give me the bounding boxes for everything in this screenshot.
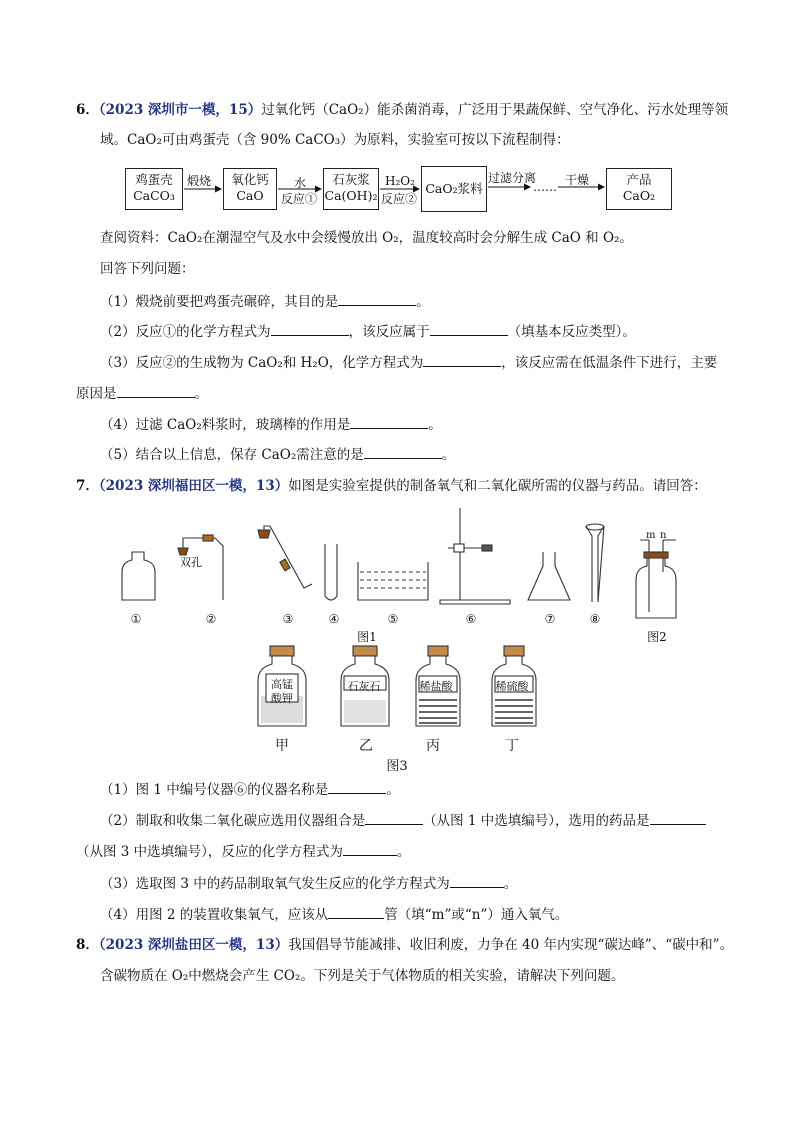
q7-part3-text: （3）选取图 3 中的药品制取氧气发生反应的化学方程式为 bbox=[100, 876, 450, 892]
arrow-filter-label: 过滤分离 bbox=[488, 171, 537, 185]
q6-part5-end: 。 bbox=[441, 447, 456, 463]
reagent-label-h2so4: 稀硫酸 bbox=[495, 680, 529, 693]
fig1-label-4: ④ bbox=[328, 612, 340, 626]
apparatus-1-bottle bbox=[122, 552, 155, 600]
q6-part3-text: （3）反应②的生成物为 CaO₂和 H₂O，化学方程式为 bbox=[100, 355, 424, 371]
q6-info: 查阅资料：CaO₂在潮湿空气及水中会缓慢放出 O₂，温度较高时会分解生成 CaO 和 O₂。 bbox=[100, 230, 633, 246]
q7-part2-blank2[interactable] bbox=[650, 811, 706, 825]
q6-part2 bbox=[100, 322, 636, 341]
q7-part1-end: 。 bbox=[386, 782, 400, 798]
q6-part1-blank[interactable] bbox=[338, 292, 416, 306]
q6-part3-blank1[interactable] bbox=[423, 353, 501, 367]
q7-line1 bbox=[76, 477, 707, 495]
fig2-m-label: m bbox=[646, 530, 656, 541]
q6-text-1: 过氧化钙（CaO₂）能杀菌消毒，广泛用于果蔬保鲜、空气净化、污水处理等领 bbox=[261, 102, 729, 118]
fig2-n-label: n bbox=[660, 530, 667, 541]
q6-part5-blank[interactable] bbox=[364, 445, 442, 459]
arrow-calcine-label: 煅烧 bbox=[187, 174, 212, 188]
fig1-label-1: ① bbox=[130, 612, 142, 626]
q7-part2-text3: （从图 3 中选填编号），反应的化学方程式为 bbox=[76, 844, 343, 860]
q6-part1-text: （1）煅烧前要把鸡蛋壳碾碎，其目的是 bbox=[100, 294, 339, 310]
q7-number: 7． bbox=[76, 478, 99, 494]
q7-part2-cont bbox=[76, 842, 410, 861]
q6-part3-text3: 原因是 bbox=[76, 386, 117, 402]
q7-part1-blank[interactable] bbox=[328, 780, 386, 794]
shuangkong-label: 双孔 bbox=[180, 556, 202, 569]
q6-part3-cont bbox=[76, 384, 208, 403]
q7-part1-text: （1）图 1 中编号仪器⑥的仪器名称是 bbox=[100, 782, 329, 798]
q6-part3-text2: ，该反应需在低温条件下进行，主要 bbox=[501, 355, 718, 371]
fig1-label-6: ⑥ bbox=[465, 612, 477, 626]
q6-part4-blank[interactable] bbox=[350, 415, 428, 429]
q6-line2: 域。CaO₂可由鸡蛋壳（含 90% CaCO₃）为原料，实验室可按以下流程制得： bbox=[100, 132, 570, 148]
q6-part3 bbox=[100, 353, 717, 372]
q6-part4 bbox=[100, 415, 442, 434]
fig1-caption: 图1 bbox=[357, 630, 377, 644]
q7-part2-text2: （从图 1 中选填编号），选用的药品是 bbox=[423, 813, 650, 829]
q7-part2-end: 。 bbox=[396, 844, 411, 860]
q6-part3-end: 。 bbox=[194, 386, 208, 402]
arrow-dry-label: 干燥 bbox=[565, 173, 590, 187]
q8-number: 8． bbox=[76, 937, 99, 953]
fig3-label-ding: 丁 bbox=[505, 738, 519, 754]
q6-part3-blank2[interactable] bbox=[117, 384, 195, 398]
reagent-label-limestone: 石灰石 bbox=[347, 680, 381, 693]
q6-part1-end: 。 bbox=[416, 294, 430, 310]
q6-ask: 回答下列问题： bbox=[100, 261, 195, 277]
figure2-gas-bottle bbox=[636, 540, 676, 618]
apparatus-4-test-tube bbox=[325, 544, 337, 600]
reagent-label-kmno4 bbox=[266, 678, 298, 706]
q7-part4-blank[interactable] bbox=[328, 905, 384, 919]
q6-part2-text: （2）反应①的化学方程式为 bbox=[100, 324, 271, 340]
q6-part2-blank1[interactable] bbox=[271, 322, 349, 336]
q6-part2-text2: ，该反应属于 bbox=[348, 324, 430, 340]
q6-part1 bbox=[100, 292, 430, 311]
q6-part5-text: （5）结合以上信息，保存 CaO₂需注意的是 bbox=[100, 447, 364, 463]
q6-part4-end: 。 bbox=[428, 417, 442, 433]
q6-number: 6． bbox=[76, 102, 99, 118]
q7-part2 bbox=[100, 811, 706, 830]
q7-part2-blank1[interactable] bbox=[365, 811, 423, 825]
arrow-reaction2-bottom: 反应② bbox=[381, 192, 418, 206]
q6-part2-blank2[interactable] bbox=[430, 322, 508, 336]
q7-part3-blank[interactable] bbox=[450, 874, 504, 888]
flow-box-product-name: 产品 bbox=[626, 172, 652, 187]
q7-part2-blank3[interactable] bbox=[343, 842, 397, 856]
q7-source: （2023 深圳福田区一模，13） bbox=[98, 478, 289, 494]
apparatus-5-water-trough bbox=[358, 562, 428, 600]
fig1-label-3: ③ bbox=[282, 612, 294, 626]
q7-part3 bbox=[100, 874, 517, 893]
flow-box-cao-name: 氧化钙 bbox=[231, 172, 269, 187]
apparatus-8-funnel bbox=[586, 524, 604, 602]
q7-part3-end: 。 bbox=[503, 876, 518, 892]
fig1-label-8: ⑧ bbox=[589, 612, 601, 626]
q7-part1 bbox=[100, 780, 400, 799]
apparatus-3-bent-tube bbox=[258, 526, 312, 588]
flow-arrows bbox=[0, 0, 794, 260]
q7-text-1: 如图是实验室提供的制备氧气和二氧化碳所需的仪器与药品。请回答： bbox=[288, 478, 707, 494]
q8-line2: 含碳物质在 O₂中燃烧会产生 CO₂。下列是关于气体物质的相关实验，请解决下列问题。 bbox=[100, 968, 625, 984]
q7-part2-text: （2）制取和收集二氧化碳应选用仪器组合是 bbox=[100, 813, 366, 829]
flow-box-product-formula: CaO₂ bbox=[622, 188, 656, 203]
arrow-reaction1-top: 水 bbox=[294, 176, 307, 190]
flow-ellipsis: …… bbox=[533, 180, 557, 194]
flow-box-cao2-slurry: CaO₂浆料 bbox=[421, 166, 487, 212]
fig1-label-5: ⑤ bbox=[387, 612, 399, 626]
q8-text-1: 我国倡导节能减排、收旧利废，力争在 40 年内实现“碳达峰”、“碳中和”。 bbox=[288, 937, 734, 953]
q7-part4-end: 管（填“m”或“n”）通入氧气。 bbox=[384, 907, 569, 923]
fig3-label-bing: 丙 bbox=[426, 738, 440, 754]
q6-source: （2023 深圳市一模，15） bbox=[98, 102, 262, 118]
fig1-label-2: ② bbox=[205, 612, 217, 626]
fig3-label-jia: 甲 bbox=[275, 738, 289, 754]
q7-part4 bbox=[100, 905, 568, 924]
q6-part2-text3: （填基本反应类型）。 bbox=[507, 324, 636, 340]
fig3-caption: 图3 bbox=[386, 759, 408, 774]
reagent-label-kmno4-text: 高锰 酸钾 bbox=[271, 678, 293, 705]
apparatus-7-conical-flask bbox=[528, 552, 570, 600]
flow-box-eggshell-name: 鸡蛋壳 bbox=[135, 172, 173, 187]
flow-box-lime-name: 石灰浆 bbox=[332, 172, 370, 187]
flow-box-lime-formula: Ca(OH)₂ bbox=[324, 188, 378, 203]
fig3-label-yi: 乙 bbox=[359, 738, 373, 754]
q7-part4-text: （4）用图 2 的装置收集氧气，应该从 bbox=[100, 907, 329, 923]
fig2-caption: 图2 bbox=[647, 630, 667, 644]
flow-box-cao-formula: CaO bbox=[236, 188, 264, 203]
q6-part4-text: （4）过滤 CaO₂料浆时，玻璃棒的作用是 bbox=[100, 417, 351, 433]
q8-line1 bbox=[76, 936, 733, 954]
apparatus-6-iron-stand bbox=[440, 508, 510, 604]
flow-box-eggshell-formula: CaCO₃ bbox=[133, 188, 175, 203]
reagent-label-hcl: 稀盐酸 bbox=[419, 680, 453, 693]
q8-source: （2023 深圳盐田区一模，13） bbox=[98, 937, 289, 953]
arrow-reaction1-bottom: 反应① bbox=[281, 192, 318, 206]
q6-part5 bbox=[100, 445, 455, 464]
arrow-reaction2-top: H₂O₂ bbox=[385, 174, 415, 188]
fig1-label-7: ⑦ bbox=[544, 612, 556, 626]
